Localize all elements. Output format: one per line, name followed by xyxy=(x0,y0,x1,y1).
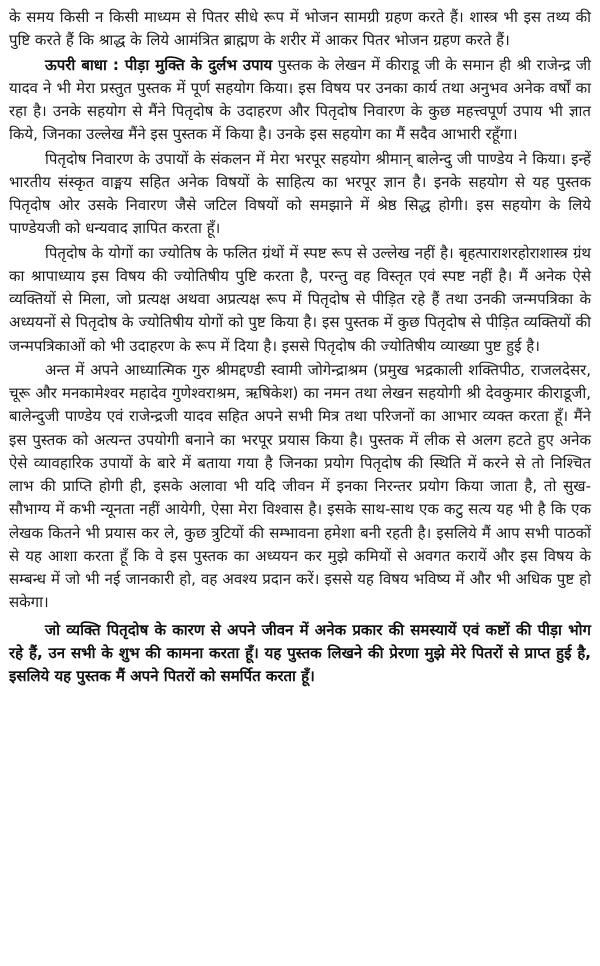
paragraph-text: जो व्यक्ति पितृदोष के कारण से अपने जीवन में अनेक प्रकार की समस्यायें एवं कष्टों की पीड़ा भोग रहे हैं, उन सभी के शुभ की कामना करता हूँ। यह पुस्तक लिखने की प्रेरणा मुझे मेरे पितरों से प्राप्त हुई है, इसलिये यह पुस्तक मैं अपने पितरों को समर्पित करता हूँ। xyxy=(9,620,591,685)
book-title-reference: ऊपरी बाधा : पीड़ा मुक्ति के दुर्लभ उपाय xyxy=(45,55,273,74)
paragraph-dedication xyxy=(9,619,591,689)
paragraph-text: पुस्तक के लेखन में कीराडू जी के समान ही श्री राजेन्द्र जी यादव ने भी मेरा प्रस्तुत पुस्तक में पूर्ण सहयोग किया। इस विषय पर उनका कार्य तथा अनुभव अनेक वर्षों का रहा है। उनके सहयोग से मैंने पितृदोष के उदाहरण और पितृदोष निवारण के कुछ महत्त्वपूर्ण उपाय भी ज्ञात किये, जिनका उल्लेख मैंने इस पुस्तक में किया है। उनके इस सहयोग का मैं सदैव आभारी रहूँगा। xyxy=(9,55,592,144)
paragraph-continuation xyxy=(9,6,591,53)
paragraph-acknowledgement-pandey xyxy=(9,148,591,241)
paragraph-text: पितृदोष के योगों का ज्योतिष के फलित ग्रंथों में स्पष्ट रूप से उल्लेख नहीं है। बृहत्पाराशरहोराशास्त्र ग्रंथ का श्रापाध्याय इस विषय की ज्योतिषीय पुष्टि करता है, परन्तु वह विस्तृत एवं स्पष्ट नहीं है। मैं अनेक ऐसे व्यक्तियों से मिला, जो प्रत्यक्ष अथवा अप्रत्यक्ष रूप में पितृदोष से पीड़ित रहे हैं तथा उनकी जन्मपत्रिका के अध्ययनों से पितृदोष के ज्योतिषीय योगों को पुष्ट किया है। इस पुस्तक में कुछ पितृदोष से पीड़ित व्यक्तियों की जन्मपत्रिकाओं को भी उदाहरण के रूप में दिया है। इससे पितृदोष की ज्योतिषीय व्याख्या पुष्ट हुई है। xyxy=(9,243,591,355)
paragraph-astrology-yogas xyxy=(9,242,591,358)
paragraph-acknowledgement-yadav xyxy=(9,54,591,147)
paragraph-text: पितृदोष निवारण के उपायों के संकलन में मेरा भरपूर सहयोग श्रीमान् बालेन्दु जी पाण्डेय ने किया। इन्हें भारतीय संस्कृत वाङ्मय सहित अनेक विषयों के साहित्य का भरपूर ज्ञान है। इनके सहयोग से यह पुस्तक पितृदोष ओर उसके निवारण जैसे जटिल विषयों को समझाने में श्रेष्ठ सिद्ध होगी। इस सहयोग के लिये पाण्डेयजी को धन्यवाद ज्ञापित करता हूँ। xyxy=(9,149,591,238)
paragraph-text: अन्त में अपने आध्यात्मिक गुरु श्रीमद्दण्डी स्वामी जोगेन्द्राश्रम (प्रमुख भद्रकाली शक्तिपीठ, राजलदेसर, चूरू और मनकामेश्वर महादेव गुणेश्वराश्रम, ऋषिकेश) का नमन तथा लेखन सहयोगी श्री देवकुमार कीराडूजी, बालेन्दुजी पाण्डेय एवं राजेन्द्रजी यादव सहित अपने सभी मित्र तथा परिजनों का आभार व्यक्त करता हूँ। मैंने इस पुस्तक को अत्यन्त उपयोगी बनाने का भरपूर प्रयास किया है। पुस्तक में लीक से अलग हटते हुए अनेक ऐसे व्यावहारिक उपायों के बारे में बताया गया है जिनका प्रयोग पितृदोष की स्थिति में करने से तो निश्चित लाभ की प्राप्ति होगी ही, इसके अलावा भी यदि जीवन में इनका निरन्तर प्रयोग किया जाता है, तो सुख-सौभाग्य में कभी न्यूनता नहीं आयेगी, ऐसा मेरा विश्वास है। इसके साथ-साथ एक कटु सत्य यह भी है कि एक लेखक कितने भी प्रयास कर ले, कुछ त्रुटियों की सम्भावना हमेशा बनी रहती है। इसलिये मैं आप सभी पाठकों से यह आशा करता हूँ कि वे इस पुस्तक का अध्ययन कर मुझे कमियों से अवगत करायें और इस विषय के सम्बन्ध में जो भी नई जानकारी हो, वह अवश्य प्रदान करें। इससे यह विषय भविष्य में और भी अधिक पुष्ट हो सकेगा। xyxy=(9,360,591,612)
paragraph-text: के समय किसी न किसी माध्यम से पितर सीधे रूप में भोजन सामग्री ग्रहण करते हैं। शास्त्र भी इस तथ्य की पुष्टि करते हैं कि श्राद्ध के लिये आमंत्रित ब्राह्मण के शरीर में आकर पितर भोजन ग्रहण करते हैं। xyxy=(9,8,591,50)
paragraph-gratitude xyxy=(9,359,591,615)
